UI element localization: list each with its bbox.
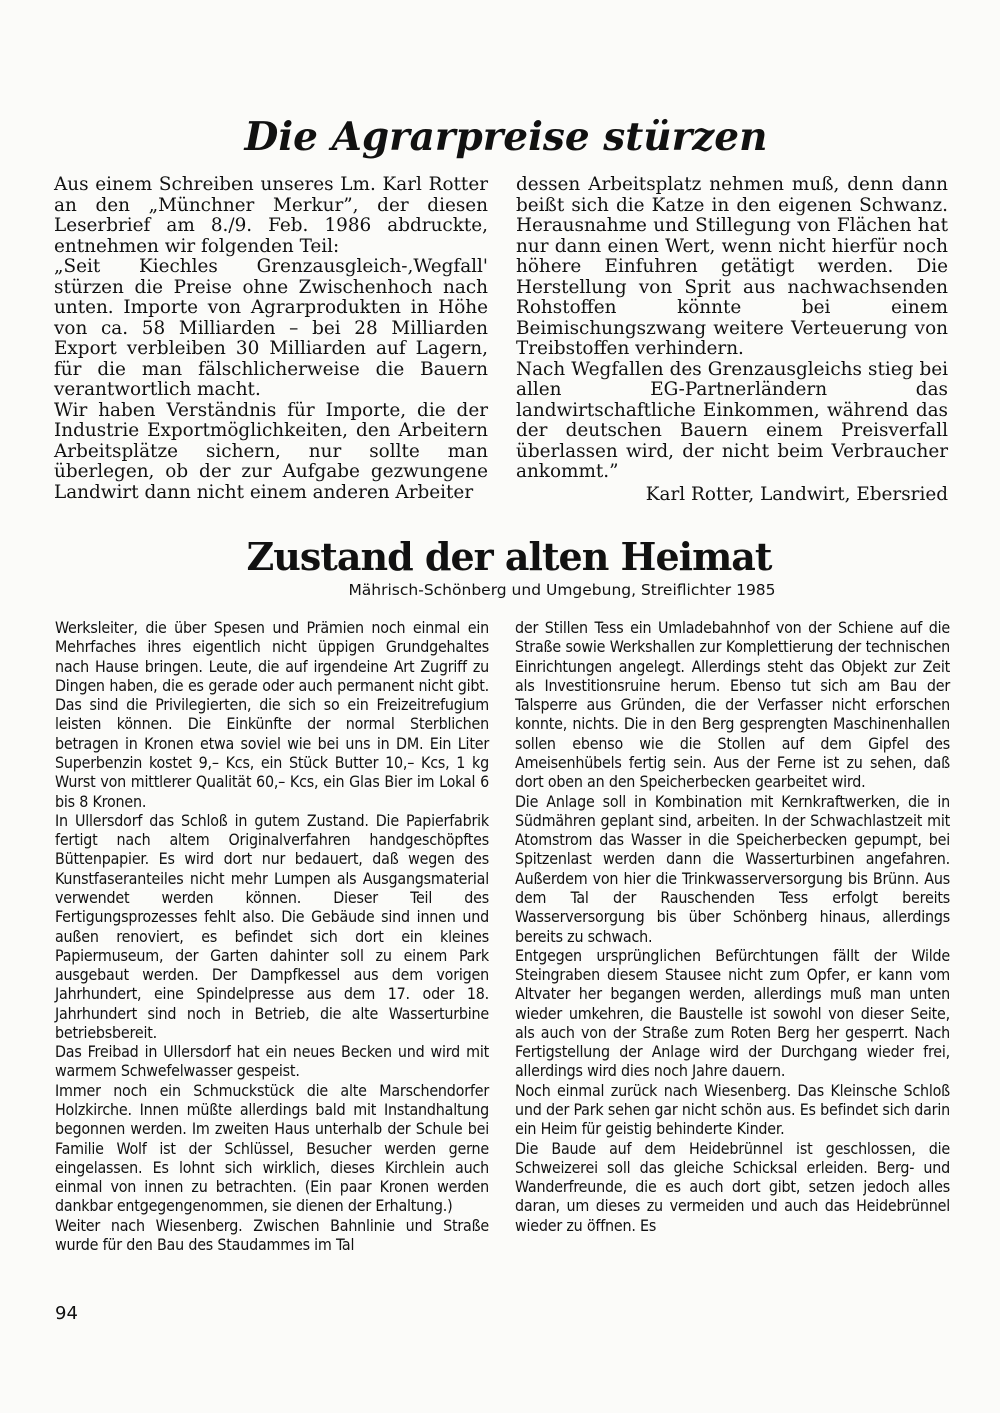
article2-subtitle: Mährisch-Schönberg und Umgebung, Streiflichter 1985 [348,581,776,599]
article1-signature: Karl Rotter, Landwirt, Ebersried [645,483,948,505]
paragraph: dessen Arbeitsplatz nehmen muß, denn dann beißt sich die Katze in den eigenen Schwanz. Herausnahme und Stillegung von Flächen hat nur dann einen Wert, wenn nicht hierfür noch höhere Einfuhren getätigt werden. Die Herstellung von Sprit aus nachwachsenden Rohstoffen könnte bei einem Beimischungszwang weitere Verteuerung von Treibstoffen verhindern. [516,174,948,359]
article2-column-left [55,618,489,1254]
article1-column-left [54,175,488,503]
paragraph: In Ullersdorf das Schloß in gutem Zustand. Die Papierfabrik fertigt nach altem Originalverfahren handgeschöpftes Büttenpapier. Es wird dort nur bedauert, daß wegen des Kunstfaseranteiles nicht mehr Lumpen als Ausgangsmaterial verwendet werden können. Dieser Teil des Fertigungsprozesses fehlt also. Die Gebäude sind innen und außen renoviert, es befindet sich dort ein kleines Papiermuseum, der Garten dahinter soll zu einem Park ausgebaut werden. Der Dampfkessel aus dem vorigen Jahrhundert, eine Spindelpresse aus dem 17. oder 18. Jahrhundert sind noch in Betrieb, die alte Wasserturbine betriebsbereit. [55,810,489,1042]
paragraph: Aus einem Schreiben unseres Lm. Karl Rotter an den „Münchner Merkur”, der diesen Leserbrief am 8./9. Feb. 1986 abdruckte, entnehmen wir folgenden Teil: [54,174,488,257]
article1-column-right [516,175,948,505]
paragraph: Entgegen ursprünglichen Befürchtungen fällt der Wilde Steingraben diesem Stausee nicht zum Opfer, er kann vom Altvater her begangen werden, allerdings muß man unten wieder umkehren, die Baustelle ist sowohl von dieser Seite, als auch von der Straße zum Roten Berg her gesperrt. Nach Fertigstellung der Anlage wird der Durchgang wieder frei, allerdings wird dies noch Jahre dauern. [515,945,950,1081]
paragraph: der Stillen Tess ein Umladebahnhof von der Schiene auf die Straße sowie Werkshallen zur Komplettierung der technischen Einrichtungen angelegt. Allerdings steht das Objekt zur Zeit als Investitionsruine herum. Ebenso tut sich am Bau der Talsperre aus Gründen, die der Verfasser nicht erforschen konnte, nichts. Die in den Berg gesprengten Maschinenhallen sollen ebenso wie die Stollen auf dem Gipfel des Ameisenhübels fertig sein. Aus der Ferne ist zu sehen, daß dort oben an den Speicherbecken gearbeitet wird. [515,618,950,792]
paragraph: Wir haben Verständnis für Importe, die der Industrie Exportmöglichkeiten, den Arbeitern Arbeitsplätze sichern, nur sollte man überlegen, ob der zur Aufgabe gezwungene Landwirt dann nicht einem anderen Arbeiter [54,399,488,503]
paragraph: Immer noch ein Schmuckstück die alte Marschendorfer Holzkirche. Innen müßte allerdings bald mit Instandhaltung begonnen werden. Im zweiten Haus unterhalb der Schule bei Familie Wolf ist der Schlüssel, Besucher werden gerne eingelassen. Es lohnt sich wirklich, dieses Kirchlein auch einmal von innen zu betrachten. (Ein paar Kronen werden dankbar entgegengenommen, sie dienen der Erhaltung.) [55,1080,489,1216]
paragraph: „Seit Kiechles Grenzausgleich-,Wegfall' stürzen die Preise ohne Zwischenhoch nach unten. Importe von Agrarprodukten in Höhe von ca. 58 Milliarden – bei 28 Milliarden Export verbleiben 30 Milliarden auf Lagern, für die man fälschlicherweise die Bauern verantwortlich macht. [54,256,488,400]
paragraph: Das Freibad in Ullersdorf hat ein neues Becken und wird mit warmem Schwefelwasser gespeist. [55,1042,489,1081]
paragraph: Die Anlage soll in Kombination mit Kernkraftwerken, die in Südmähren geplant sind, arbeiten. In der Schwachlastzeit mit Atomstrom das Wasser in die Speicherbecken gepumpt, bei Spitzenlast werden dann die Wasserturbinen angefahren. Außerdem von hier die Trinkwasserversorgung bis Brünn. Aus dem Tal der Rauschenden Tess erfolgt bereits Wasserversorgung bis über Schönberg hinaus, allerdings bereits zu schwach. [515,791,950,946]
paragraph: Weiter nach Wiesenberg. Zwischen Bahnlinie und Straße wurde für den Bau des Staudammes im Tal [55,1215,489,1254]
paragraph: Werksleiter, die über Spesen und Prämien noch einmal ein Mehrfaches ihres eigentlich nicht üppigen Grundgehaltes nach Hause bringen. Leute, die auf irgendeine Art Zugriff zu Dingen haben, die es gerade oder auch permanent nicht gibt. Das sind die Privilegierten, die sich so ein Freizeitrefugium leisten können. Die Einkünfte der normal Sterblichen betragen in Kronen etwa soviel wie bei uns in DM. Ein Liter Superbenzin kostet 9,– Kcs, ein Stück Butter 10,– Kcs, 1 kg Wurst von mittlerer Qualität 60,– Kcs, ein Glas Bier im Lokal 6 bis 8 Kronen. [55,618,489,811]
page-number: 94 [55,1303,78,1324]
paragraph: Nach Wegfallen des Grenzausgleichs stieg bei allen EG-Partnerländern das landwirtschaftliche Einkommen, während das der deutschen Bauern einem Preisverfall überlassen wird, der nicht beim Verbraucher ankommt.” [516,358,948,482]
article1-title: Die Agrarpreise stürzen [244,114,768,160]
paragraph: Die Baude auf dem Heidebrünnel ist geschlossen, die Schweizerei soll das gleiche Schicksal erleiden. Berg- und Wanderfreunde, die es auch dort gibt, setzen jedoch alles daran, um dieses zu vermeiden und auch das Heidebrünnel wieder zu öffnen. Es [515,1138,950,1235]
paragraph: Noch einmal zurück nach Wiesenberg. Das Kleinsche Schloß und der Park sehen gar nicht schön aus. Es befindet sich darin ein Heim für geistig behinderte Kinder. [515,1080,950,1139]
article2-title: Zustand der alten Heimat [246,534,772,579]
article2-column-right [515,618,950,1235]
